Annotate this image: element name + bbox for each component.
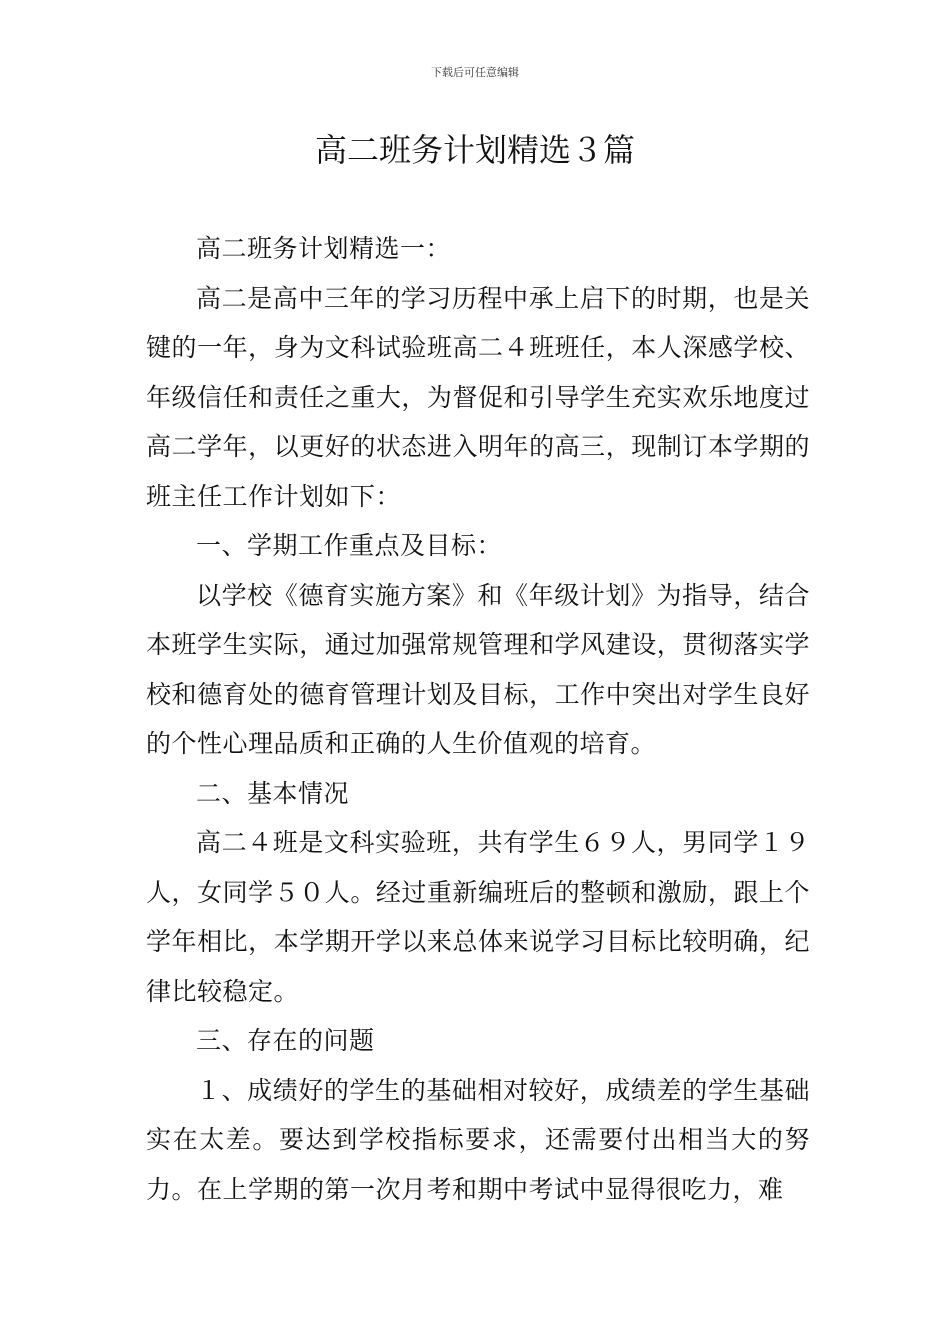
section-heading-plan-one: 高二班务计划精选一： bbox=[196, 234, 452, 263]
document-body bbox=[146, 224, 810, 1214]
header-note: 下载后可任意编辑 bbox=[431, 66, 519, 79]
paragraph-basic-situation: 高二４班是文科实验班，共有学生６９人，男同学１９人，女同学５０人。经过重新编班后的整顿和激励，跟上个学年相比，本学期开学以来总体来说学习目标比较明确，纪律比较稳定。 bbox=[146, 828, 810, 1006]
section-heading-basic-situation: 二、基本情况 bbox=[196, 778, 350, 808]
paragraph-problem-one: １、成绩好的学生的基础相对较好，成绩差的学生基础实在太差。要达到学校指标要求，还需要付出相当大的努力。在上学期的第一次月考和期中考试中显得很吃力，难 bbox=[146, 1075, 810, 1204]
section-heading-goals: 一、学期工作重点及目标： bbox=[196, 531, 503, 560]
paragraph-intro: 高二是高中三年的学习历程中承上启下的时期，也是关键的一年，身为文科试验班高二４班班任，本人深感学校、年级信任和责任之重大，为督促和引导学生充实欢乐地度过高二学年，以更好的状态进入明年的高三，现制订本学期的班主任工作计划如下： bbox=[146, 283, 810, 511]
paragraph-goals: 以学校《德育实施方案》和《年级计划》为指导，结合本班学生实际，通过加强常规管理和学风建设，贯彻落实学校和德育处的德育管理计划及目标，工作中突出对学生良好的个性心理品质和正确的人生价值观的培育。 bbox=[146, 580, 810, 758]
section-heading-problems: 三、存在的问题 bbox=[196, 1026, 375, 1055]
document-title: 高二班务计划精选３篇 bbox=[314, 131, 635, 169]
